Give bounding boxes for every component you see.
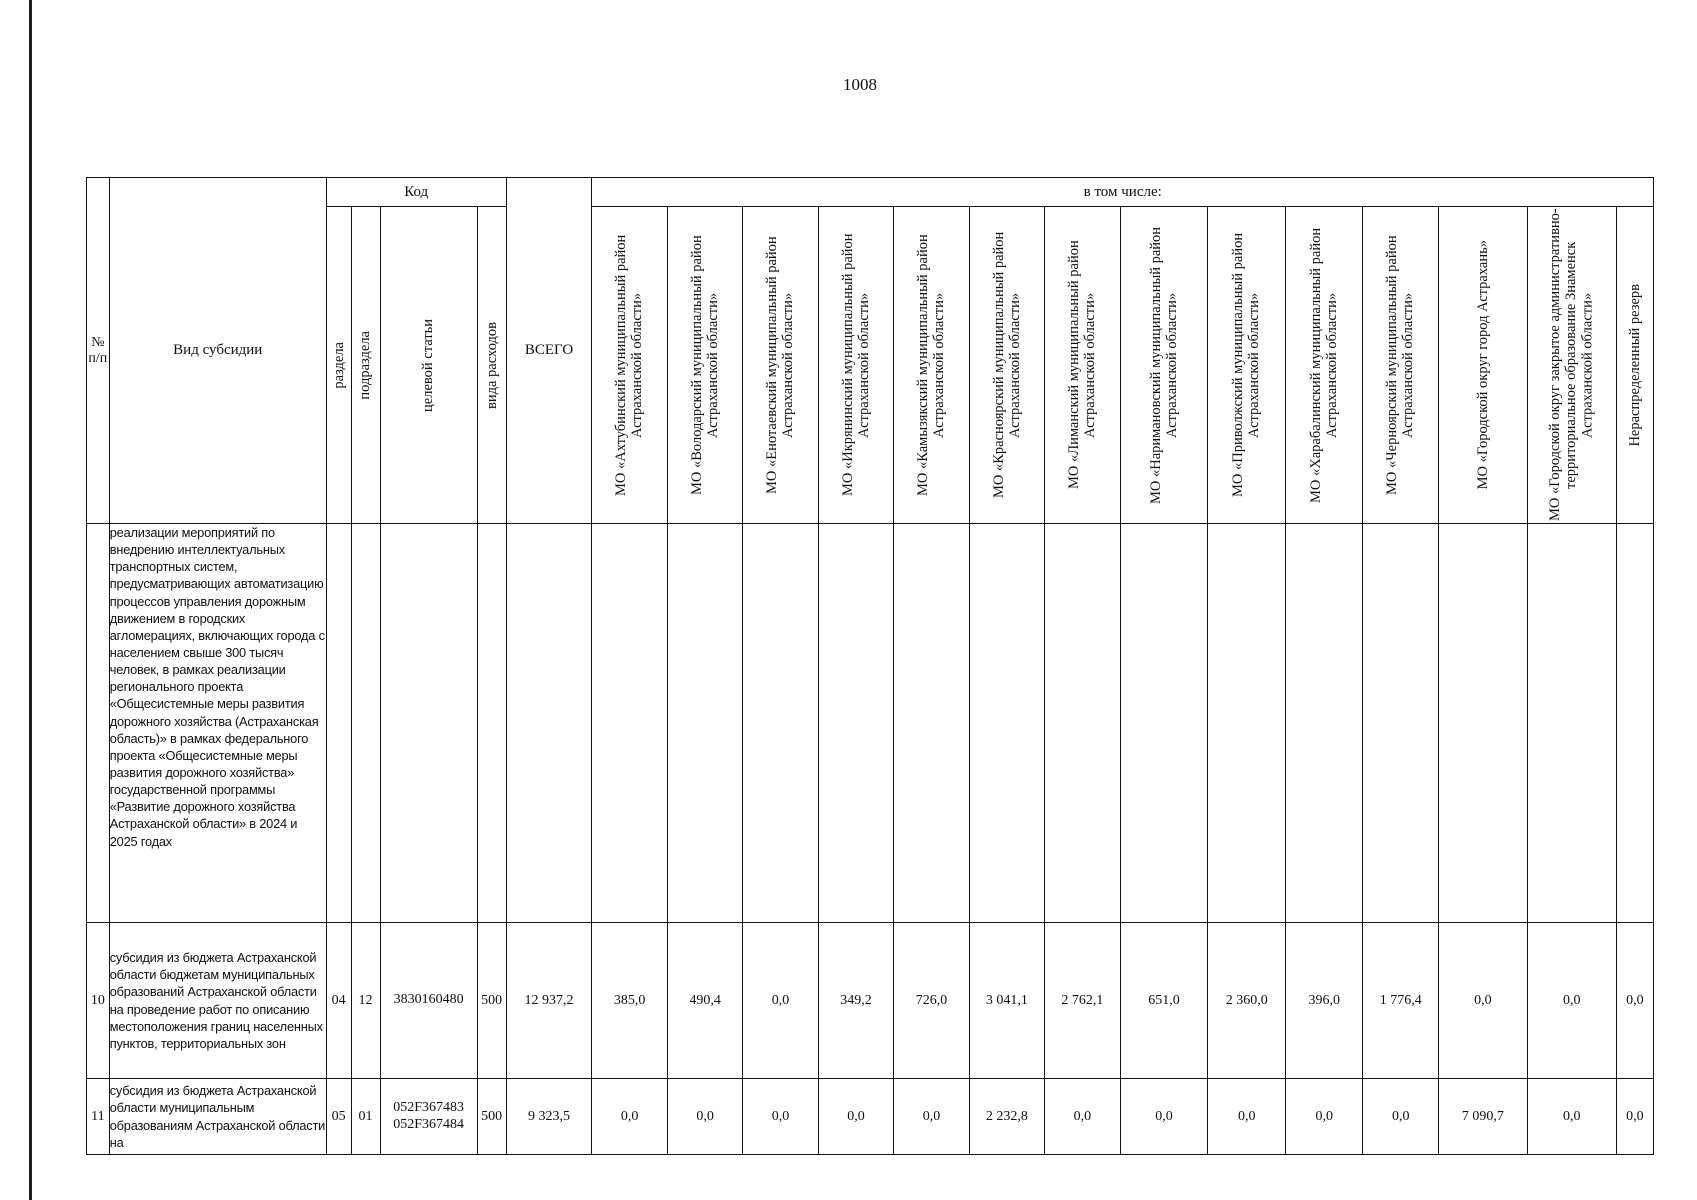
binder-line (29, 0, 32, 1200)
header-district-6: МО «Красноярский муниципальный район Астраханской области» (969, 207, 1044, 524)
header-district-3: МО «Енотаевский муниципальный район Астраханской области» (743, 207, 818, 524)
row-district-value: 651,0 (1120, 923, 1208, 1079)
header-district-12: МО «Городской округ город Астрахань» (1438, 207, 1527, 524)
row-number: 10 (87, 923, 110, 1079)
row-description: субсидия из бюджета Астраханской области муниципальным образованиям Астраханской области на (109, 1079, 326, 1155)
row-district-value (1120, 524, 1208, 923)
header-district-14: Нераспределенный резерв (1616, 207, 1653, 524)
row-district-value (1045, 524, 1120, 923)
header-district-11: МО «Черноярский муниципальный район Астраханской области» (1363, 207, 1438, 524)
row-district-value: 396,0 (1285, 923, 1363, 1079)
header-district-5: МО «Камызякский муниципальный район Астраханской области» (894, 207, 969, 524)
header-district-10: МО «Харабалинский муниципальный район Астраханской области» (1285, 207, 1363, 524)
row-section-code (326, 524, 351, 923)
header-code-expense: вида расходов (477, 207, 506, 524)
header-subsidy-type: Вид субсидии (109, 178, 326, 524)
row-district-value: 0,0 (743, 923, 818, 1079)
row-total: 12 937,2 (506, 923, 592, 1079)
row-district-value: 0,0 (894, 1079, 969, 1155)
page-number: 1008 (843, 75, 877, 94)
row-description: реализации мероприятий по внедрению интеллектуальных транспортных систем, предусматривающих автоматизацию процессов управления дорожным движением в городских агломерациях, включающих города с населением свыше 300 тысяч человек, в рамках реализации регионального проекта «Общесистемные меры развития дорожного хозяйства (Астраханская область)» в рамках федерального проекта «Общесистемные меры развития дорожного хозяйства» государственной программы «Развитие дорожного хозяйства Астраханской области» в 2024 и 2025 годах (109, 524, 326, 923)
header-total: ВСЕГО (506, 178, 592, 524)
row-district-value: 0,0 (1438, 923, 1527, 1079)
row-district-value: 0,0 (1616, 1079, 1653, 1155)
row-district-value: 0,0 (743, 1079, 818, 1155)
row-target-code: 3830160480 (380, 923, 477, 1079)
header-code-target: целевой статьи (380, 207, 477, 524)
row-expense-code: 500 (477, 1079, 506, 1155)
row-subsection-code: 12 (351, 923, 380, 1079)
row-expense-code: 500 (477, 923, 506, 1079)
row-district-value (1285, 524, 1363, 923)
row-district-value (1438, 524, 1527, 923)
row-district-value: 726,0 (894, 923, 969, 1079)
header-district-4: МО «Икрянинский муниципальный район Астраханской области» (818, 207, 893, 524)
row-district-value: 0,0 (1363, 1079, 1438, 1155)
row-district-value (1616, 524, 1653, 923)
row-district-value (743, 524, 818, 923)
row-district-value: 3 041,1 (969, 923, 1044, 1079)
row-district-value: 0,0 (1285, 1079, 1363, 1155)
row-district-value: 2 232,8 (969, 1079, 1044, 1155)
row-target-code (380, 524, 477, 923)
row-district-value (667, 524, 742, 923)
row-district-value: 0,0 (592, 1079, 667, 1155)
header-district-1: МО «Ахтубинский муниципальный район Астраханской области» (592, 207, 667, 524)
row-district-value: 0,0 (1208, 1079, 1286, 1155)
subsidy-table (86, 177, 1654, 1155)
row-district-value: 0,0 (667, 1079, 742, 1155)
row-district-value: 0,0 (1527, 1079, 1616, 1155)
row-district-value (1527, 524, 1616, 923)
row-district-value (1363, 524, 1438, 923)
row-district-value (969, 524, 1044, 923)
header-district-7: МО «Лиманский муниципальный район Астраханской области» (1045, 207, 1120, 524)
row-district-value: 0,0 (1120, 1079, 1208, 1155)
row-target-code: 052F367483 052F367484 (380, 1079, 477, 1155)
row-section-code: 04 (326, 923, 351, 1079)
row-district-value: 0,0 (818, 1079, 893, 1155)
table-row (87, 1079, 1654, 1155)
row-district-value (1208, 524, 1286, 923)
row-district-value (592, 524, 667, 923)
header-code: Код (326, 178, 506, 207)
header-district-2: МО «Володарский муниципальный район Астраханской области» (667, 207, 742, 524)
header-code-section: раздела (326, 207, 351, 524)
header-district-13: МО «Городской округ закрытое административно-территориальное образование Знаменск Астраханской области» (1527, 207, 1616, 524)
row-total: 9 323,5 (506, 1079, 592, 1155)
row-section-code: 05 (326, 1079, 351, 1155)
row-district-value: 490,4 (667, 923, 742, 1079)
row-district-value (818, 524, 893, 923)
row-district-value: 385,0 (592, 923, 667, 1079)
row-district-value: 0,0 (1045, 1079, 1120, 1155)
row-district-value (894, 524, 969, 923)
row-subsection-code: 01 (351, 1079, 380, 1155)
row-number (87, 524, 110, 923)
row-total (506, 524, 592, 923)
row-subsection-code (351, 524, 380, 923)
row-description: субсидия из бюджета Астраханской области бюджетам муниципальных образований Астраханской области на проведение работ по описанию местоположения границ населенных пунктов, территориальных зон (109, 923, 326, 1079)
row-district-value: 2 762,1 (1045, 923, 1120, 1079)
header-district-9: МО «Приволжский муниципальный район Астраханской области» (1208, 207, 1286, 524)
row-district-value: 349,2 (818, 923, 893, 1079)
table-row (87, 923, 1654, 1079)
row-district-value: 0,0 (1527, 923, 1616, 1079)
row-district-value: 2 360,0 (1208, 923, 1286, 1079)
row-district-value: 1 776,4 (1363, 923, 1438, 1079)
row-district-value: 0,0 (1616, 923, 1653, 1079)
row-district-value: 7 090,7 (1438, 1079, 1527, 1155)
table-row (87, 524, 1654, 923)
header-code-subsection: подраздела (351, 207, 380, 524)
header-including: в том числе: (592, 178, 1654, 207)
row-expense-code (477, 524, 506, 923)
header-num: № п/п (87, 178, 110, 524)
header-district-8: МО «Наримановский муниципальный район Астраханской области» (1120, 207, 1208, 524)
row-number: 11 (87, 1079, 110, 1155)
